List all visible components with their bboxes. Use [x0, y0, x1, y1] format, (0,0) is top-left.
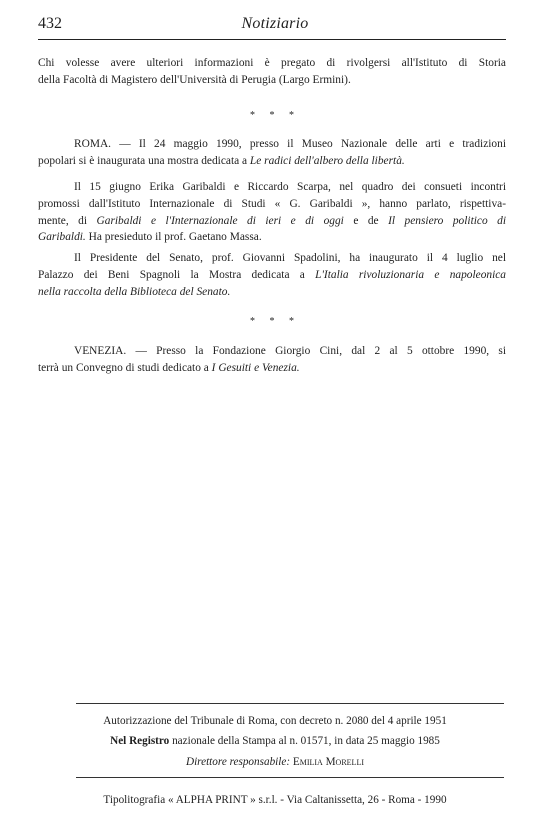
text-line: della Facoltà di Magistero dell'Università di Perugia (Largo Ermini).: [38, 73, 351, 86]
text-line: VENEZIA. — Presso la Fondazione Giorgio Cini, dal 2 al 5 ottobre 1990, si: [74, 345, 506, 357]
text-line: mente, di Garibaldi e l'Internazionale di ieri e di oggi e de Il pensiero politico di: [38, 214, 506, 227]
venezia-paragraph: [38, 343, 506, 377]
colophon-bottom-rule: [76, 777, 504, 778]
roma-paragraph: [38, 136, 506, 170]
press-registry: Nel Registro nazionale della Stampa al n. 01571, in data 25 maggio 1985: [110, 735, 440, 747]
text-line: Chi volesse avere ulteriori informazioni è pregato di rivolgersi all'Istituto di Storia: [38, 57, 506, 69]
colophon-top-rule: [76, 703, 504, 704]
text-line: Il Presidente del Senato, prof. Giovanni Spadolini, ha inaugurato il 4 luglio nel: [74, 252, 506, 264]
senato-paragraph: [38, 250, 506, 300]
editor-line: Direttore responsabile: Emilia Morelli: [185, 756, 364, 768]
printer-line: Tipolitografia « ALPHA PRINT » s.r.l. - Via Caltanissetta, 26 - Roma - 1990: [103, 794, 447, 806]
intro-paragraph: [38, 55, 506, 89]
text-line: ROMA. — Il 24 maggio 1990, presso il Museo Nazionale delle arti e tradizioni: [74, 138, 506, 150]
running-head: Notiziario: [241, 15, 309, 32]
text-line: promossi dall'Istituto Internazionale di Studi « G. Garibaldi », hanno parlato, rispettiva-: [38, 197, 506, 210]
text-line: nella raccolta della Biblioteca del Senato.: [38, 285, 231, 298]
text-line: terrà un Convegno di studi dedicato a I Gesuiti e Venezia.: [38, 361, 300, 374]
text-line: popolari si è inaugurata una mostra dedicata a Le radici dell'albero della libertà.: [38, 154, 405, 167]
court-authorization: Autorizzazione del Tribunale di Roma, con decreto n. 2080 del 4 aprile 1951: [103, 715, 447, 727]
garibaldi-paragraph: [38, 179, 506, 246]
page-number: 432: [38, 15, 62, 32]
section-separator: * * *: [250, 110, 300, 121]
text-line: Il 15 giugno Erika Garibaldi e Riccardo Scarpa, nel quadro dei consueti incontri: [74, 181, 506, 193]
text-line: Palazzo dei Beni Spagnoli la Mostra dedicata a L'Italia rivoluzionaria e napoleonica: [38, 268, 506, 281]
section-separator: * * *: [250, 316, 300, 327]
text-line: Garibaldi. Ha presieduto il prof. Gaetano Massa.: [38, 231, 262, 244]
header-rule: [38, 39, 506, 40]
